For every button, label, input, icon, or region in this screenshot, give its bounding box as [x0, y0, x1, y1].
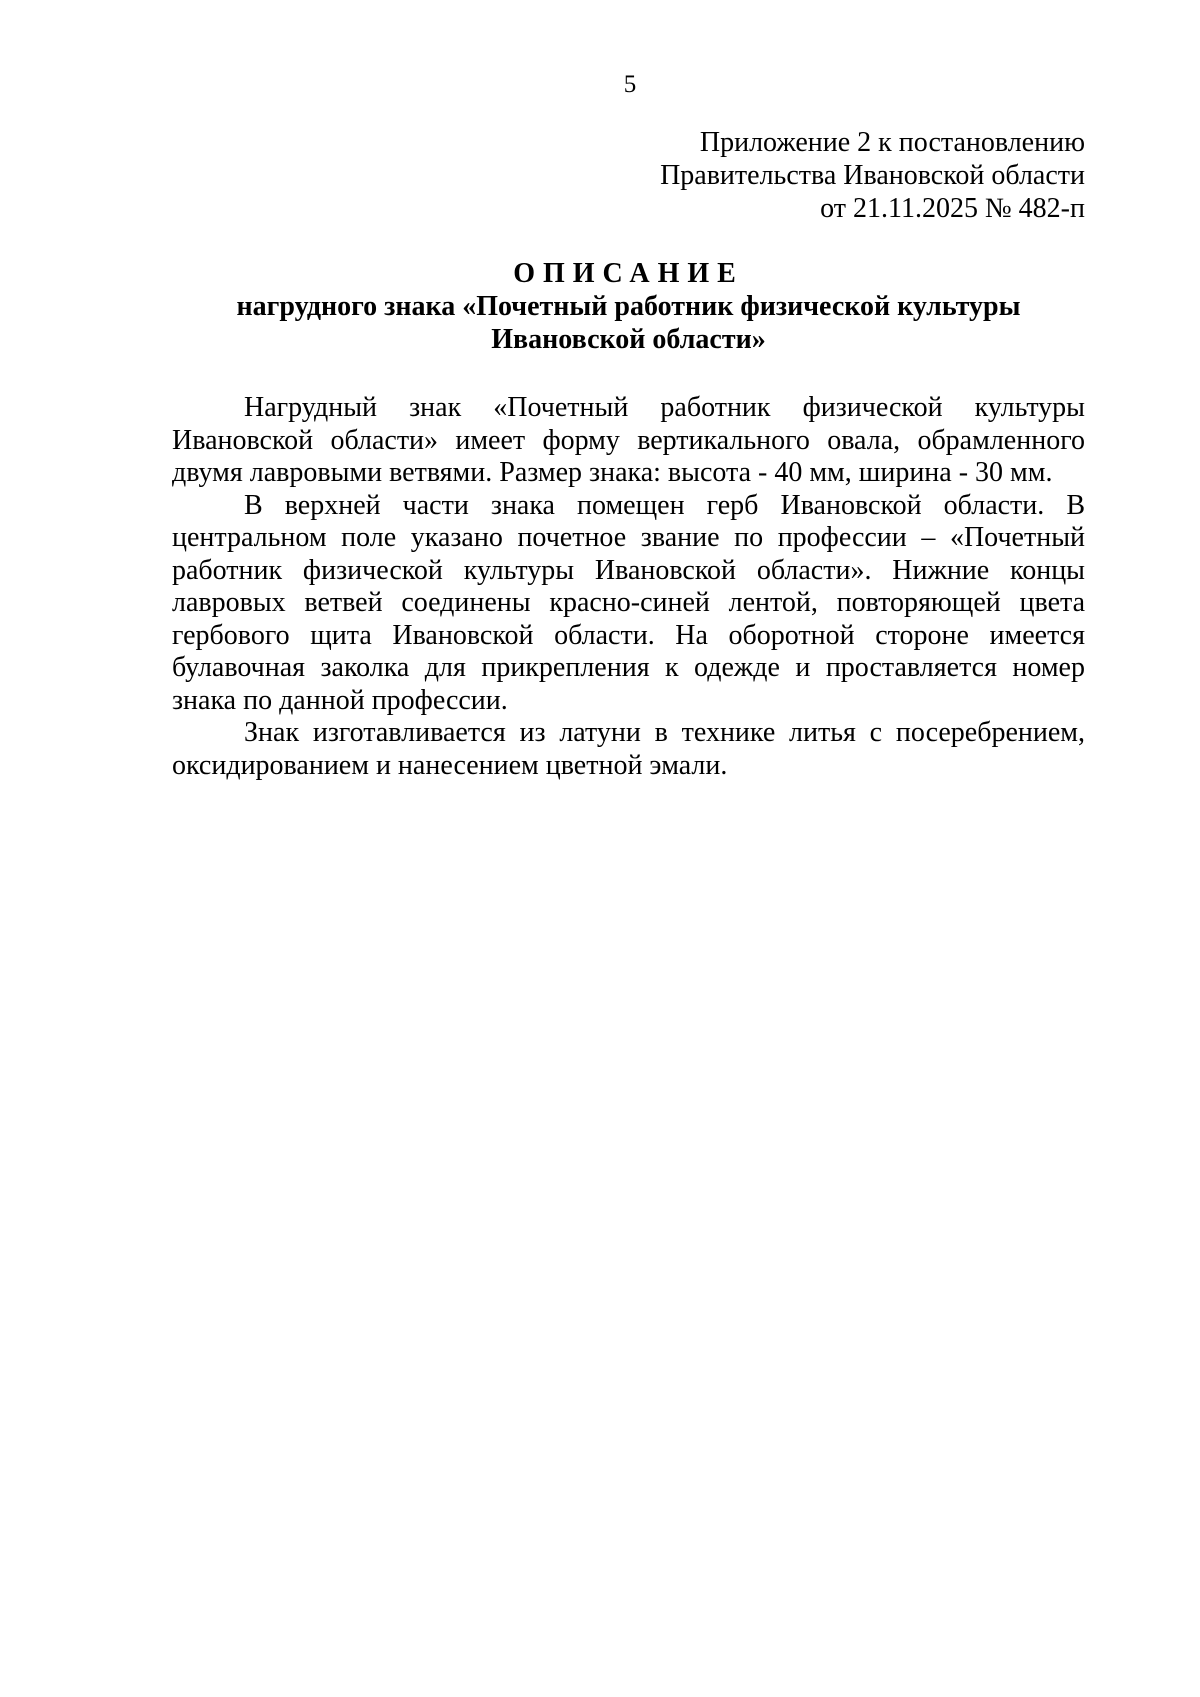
appendix-line-2: Правительства Ивановской области — [660, 160, 1085, 191]
paragraph-3: Знак изготавливается из латуни в технике литья с посеребрением, оксидированием и нанесением цветной эмали. — [172, 717, 1085, 781]
appendix-line-3: от 21.11.2025 № 482-п — [820, 193, 1085, 224]
title-subtitle-line-2: Ивановской области» — [491, 324, 766, 355]
page-number: 5 — [623, 71, 637, 98]
paragraph-2: В верхней части знака помещен герб Ивановской области. В центральном поле указано почетное звание по профессии – «Почетный работник физической культуры Ивановской области». Нижние концы лавровых ветвей соединены красно-синей лентой, повторяющей цвета гербового щита Ивановской области. На оборотной стороне имеется булавочная заколка для прикрепления к одежде и проставляется номер знака по данной профессии. — [172, 489, 1085, 716]
document-body — [172, 392, 1085, 782]
title-main: ОПИСАНИЕ — [513, 258, 744, 289]
appendix-line-1: Приложение 2 к постановлению — [699, 127, 1085, 158]
appendix-reference — [660, 126, 1085, 225]
paragraph-1: Нагрудный знак «Почетный работник физической культуры Ивановской области» имеет форму вертикального овала, обрамленного двумя лавровыми ветвями. Размер знака: высота - 40 мм, ширина - 30 мм. — [172, 392, 1085, 488]
document-title — [172, 257, 1085, 356]
title-subtitle-line-1: нагрудного знака «Почетный работник физической культуры — [236, 291, 1021, 322]
